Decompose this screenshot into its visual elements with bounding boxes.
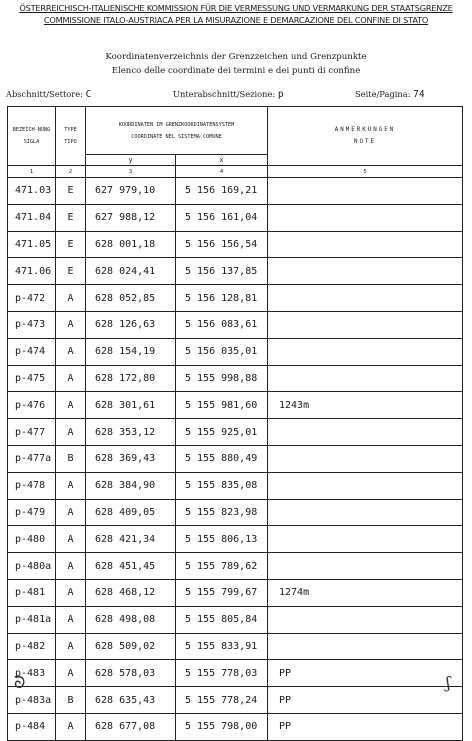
row-note: PP xyxy=(268,660,463,687)
col-number: 1 xyxy=(8,166,56,178)
row-note xyxy=(268,472,463,499)
row-x: 5 155 981,60 xyxy=(176,392,268,419)
row-x: 5 155 799,67 xyxy=(176,579,268,606)
row-id: p-476 xyxy=(8,392,56,419)
row-y: 628 172,80 xyxy=(86,365,176,392)
row-y: 628 369,43 xyxy=(86,445,176,472)
row-type: E xyxy=(56,231,86,258)
row-id: p-484 xyxy=(8,713,56,740)
row-x: 5 156 128,81 xyxy=(176,285,268,312)
row-note: PP xyxy=(268,713,463,740)
row-id: p-481a xyxy=(8,606,56,633)
row-y: 628 578,03 xyxy=(86,660,176,687)
row-type: A xyxy=(56,392,86,419)
table-row xyxy=(8,606,463,633)
row-type: A xyxy=(56,633,86,660)
row-note xyxy=(268,204,463,231)
row-id: p-480a xyxy=(8,553,56,580)
table-row xyxy=(8,204,463,231)
row-note xyxy=(268,285,463,312)
header-y: y xyxy=(86,155,176,166)
row-y: 628 353,12 xyxy=(86,419,176,446)
header-line-de: ÖSTERREICHISCH-ITALIENISCHE KOMMISSION FÜR DIE VERMESSUNG UND VERMARKUNG DER STAATSGRENZE xyxy=(19,3,453,13)
row-id: p-483a xyxy=(8,687,56,714)
row-note xyxy=(268,606,463,633)
row-id: p-477a xyxy=(8,445,56,472)
row-type: A xyxy=(56,553,86,580)
header-coords-it: COORDINATE NEL SISTEMA COMUNE xyxy=(131,133,222,140)
row-type: A xyxy=(56,713,86,740)
row-id: 471.05 xyxy=(8,231,56,258)
subsection-label: Unterabschnitt/Sezione: xyxy=(173,89,276,99)
document-title-de: Koordinatenverzeichnis der Grenzzeichen und Grenzpunkte xyxy=(105,52,367,62)
header-type xyxy=(56,107,86,166)
row-x: 5 155 778,03 xyxy=(176,660,268,687)
table-row xyxy=(8,365,463,392)
row-y: 628 498,08 xyxy=(86,606,176,633)
row-type: A xyxy=(56,338,86,365)
table-row xyxy=(8,687,463,714)
row-type: A xyxy=(56,311,86,338)
row-id: p-480 xyxy=(8,526,56,553)
header-type-de: TYPE xyxy=(64,127,77,133)
header-coords-de: KOORDINATEN IM GRENZKOORDINATENSYSTEM xyxy=(118,121,235,128)
col-number: 2 xyxy=(56,166,86,178)
table-row xyxy=(8,526,463,553)
row-note: 1243m xyxy=(268,392,463,419)
table-row xyxy=(8,445,463,472)
row-type: E xyxy=(56,204,86,231)
row-id: p-477 xyxy=(8,419,56,446)
header-line-it: COMMISSIONE ITALO-AUSTRIACA PER LA MISURAZIONE E DEMARCAZIONE DEL CONFINE DI STATO xyxy=(43,15,429,25)
row-y: 628 001,18 xyxy=(86,231,176,258)
row-y: 627 979,10 xyxy=(86,178,176,205)
row-id: 471.06 xyxy=(8,258,56,285)
row-x: 5 155 998,88 xyxy=(176,365,268,392)
table-row xyxy=(8,311,463,338)
row-x: 5 155 806,13 xyxy=(176,526,268,553)
row-note xyxy=(268,178,463,205)
document-title-it: Elenco delle coordinate dei termini e dei punti di confine xyxy=(111,66,361,76)
row-id: 471.03 xyxy=(8,178,56,205)
col-number: 3 xyxy=(86,166,176,178)
row-type: E xyxy=(56,178,86,205)
row-x: 5 156 169,21 xyxy=(176,178,268,205)
row-x: 5 155 805,84 xyxy=(176,606,268,633)
row-y: 628 384,90 xyxy=(86,472,176,499)
row-x: 5 156 137,85 xyxy=(176,258,268,285)
col-number: 4 xyxy=(176,166,268,178)
page-field xyxy=(355,89,425,100)
subsection-value: p xyxy=(277,89,284,100)
row-y: 628 024,41 xyxy=(86,258,176,285)
row-id: p-473 xyxy=(8,311,56,338)
header-notes-it: NOTE xyxy=(354,139,376,145)
row-x: 5 155 798,00 xyxy=(176,713,268,740)
row-note xyxy=(268,499,463,526)
row-id: p-481 xyxy=(8,579,56,606)
row-y: 628 451,45 xyxy=(86,553,176,580)
row-type: A xyxy=(56,365,86,392)
table-row xyxy=(8,499,463,526)
row-x: 5 156 083,61 xyxy=(176,311,268,338)
row-note xyxy=(268,526,463,553)
row-note xyxy=(268,311,463,338)
row-type: A xyxy=(56,285,86,312)
table-row xyxy=(8,258,463,285)
row-note xyxy=(268,338,463,365)
table-row xyxy=(8,472,463,499)
table-row xyxy=(8,633,463,660)
row-note: 1274m xyxy=(268,579,463,606)
row-y: 628 409,05 xyxy=(86,499,176,526)
table-row xyxy=(8,713,463,740)
row-type: A xyxy=(56,472,86,499)
row-id: p-472 xyxy=(8,285,56,312)
row-type: A xyxy=(56,419,86,446)
row-x: 5 155 778,24 xyxy=(176,687,268,714)
header-id-it: SIGLA xyxy=(23,139,40,145)
row-note xyxy=(268,258,463,285)
row-x: 5 155 835,08 xyxy=(176,472,268,499)
row-id: p-483 xyxy=(8,660,56,687)
row-note xyxy=(268,231,463,258)
table-row xyxy=(8,285,463,312)
row-type: E xyxy=(56,258,86,285)
col-number: 5 xyxy=(268,166,463,178)
row-y: 628 154,19 xyxy=(86,338,176,365)
row-x: 5 156 161,04 xyxy=(176,204,268,231)
header-type-it: TIPO xyxy=(64,139,77,145)
row-x: 5 155 823,98 xyxy=(176,499,268,526)
row-note xyxy=(268,365,463,392)
row-note xyxy=(268,633,463,660)
row-note xyxy=(268,445,463,472)
row-id: p-482 xyxy=(8,633,56,660)
row-note xyxy=(268,553,463,580)
row-y: 628 635,43 xyxy=(86,687,176,714)
section-field xyxy=(6,89,91,100)
header-notes-de: ANMERKUNGEN xyxy=(334,127,396,133)
row-x: 5 155 880,49 xyxy=(176,445,268,472)
page-value: 74 xyxy=(413,89,425,100)
row-x: 5 155 789,62 xyxy=(176,553,268,580)
header-notes xyxy=(268,107,463,166)
page-label: Seite/Pagina: xyxy=(355,89,411,99)
handwritten-mark-left: ᘐ xyxy=(14,673,26,692)
subsection-field xyxy=(173,89,284,100)
row-id: p-475 xyxy=(8,365,56,392)
row-x: 5 155 925,01 xyxy=(176,419,268,446)
header-coords xyxy=(86,107,268,155)
row-y: 628 126,63 xyxy=(86,311,176,338)
table-row xyxy=(8,660,463,687)
row-type: B xyxy=(56,445,86,472)
row-y: 628 421,34 xyxy=(86,526,176,553)
row-x: 5 155 833,91 xyxy=(176,633,268,660)
row-type: A xyxy=(56,579,86,606)
header-id-de: BEZEICH-NUNG xyxy=(12,127,51,133)
section-label: Abschnitt/Settore: xyxy=(6,89,83,99)
header-x: x xyxy=(176,155,268,166)
coordinate-table xyxy=(7,106,463,741)
row-x: 5 156 035,01 xyxy=(176,338,268,365)
table-row xyxy=(8,392,463,419)
row-type: B xyxy=(56,687,86,714)
row-y: 628 301,61 xyxy=(86,392,176,419)
row-note: PP xyxy=(268,687,463,714)
section-value: C xyxy=(85,89,92,100)
row-y: 628 677,08 xyxy=(86,713,176,740)
table-row xyxy=(8,419,463,446)
row-y: 628 468,12 xyxy=(86,579,176,606)
row-type: A xyxy=(56,606,86,633)
row-y: 628 052,85 xyxy=(86,285,176,312)
header-id xyxy=(8,107,56,166)
row-x: 5 156 156,54 xyxy=(176,231,268,258)
row-id: p-479 xyxy=(8,499,56,526)
row-type: A xyxy=(56,499,86,526)
handwritten-mark-right: ʃ xyxy=(446,673,451,692)
row-id: p-474 xyxy=(8,338,56,365)
row-y: 628 509,02 xyxy=(86,633,176,660)
table-row xyxy=(8,553,463,580)
table-row xyxy=(8,178,463,205)
table-row xyxy=(8,231,463,258)
table-row xyxy=(8,338,463,365)
row-id: p-478 xyxy=(8,472,56,499)
row-type: A xyxy=(56,660,86,687)
row-y: 627 988,12 xyxy=(86,204,176,231)
row-type: A xyxy=(56,526,86,553)
table-row xyxy=(8,579,463,606)
row-id: 471.04 xyxy=(8,204,56,231)
row-note xyxy=(268,419,463,446)
